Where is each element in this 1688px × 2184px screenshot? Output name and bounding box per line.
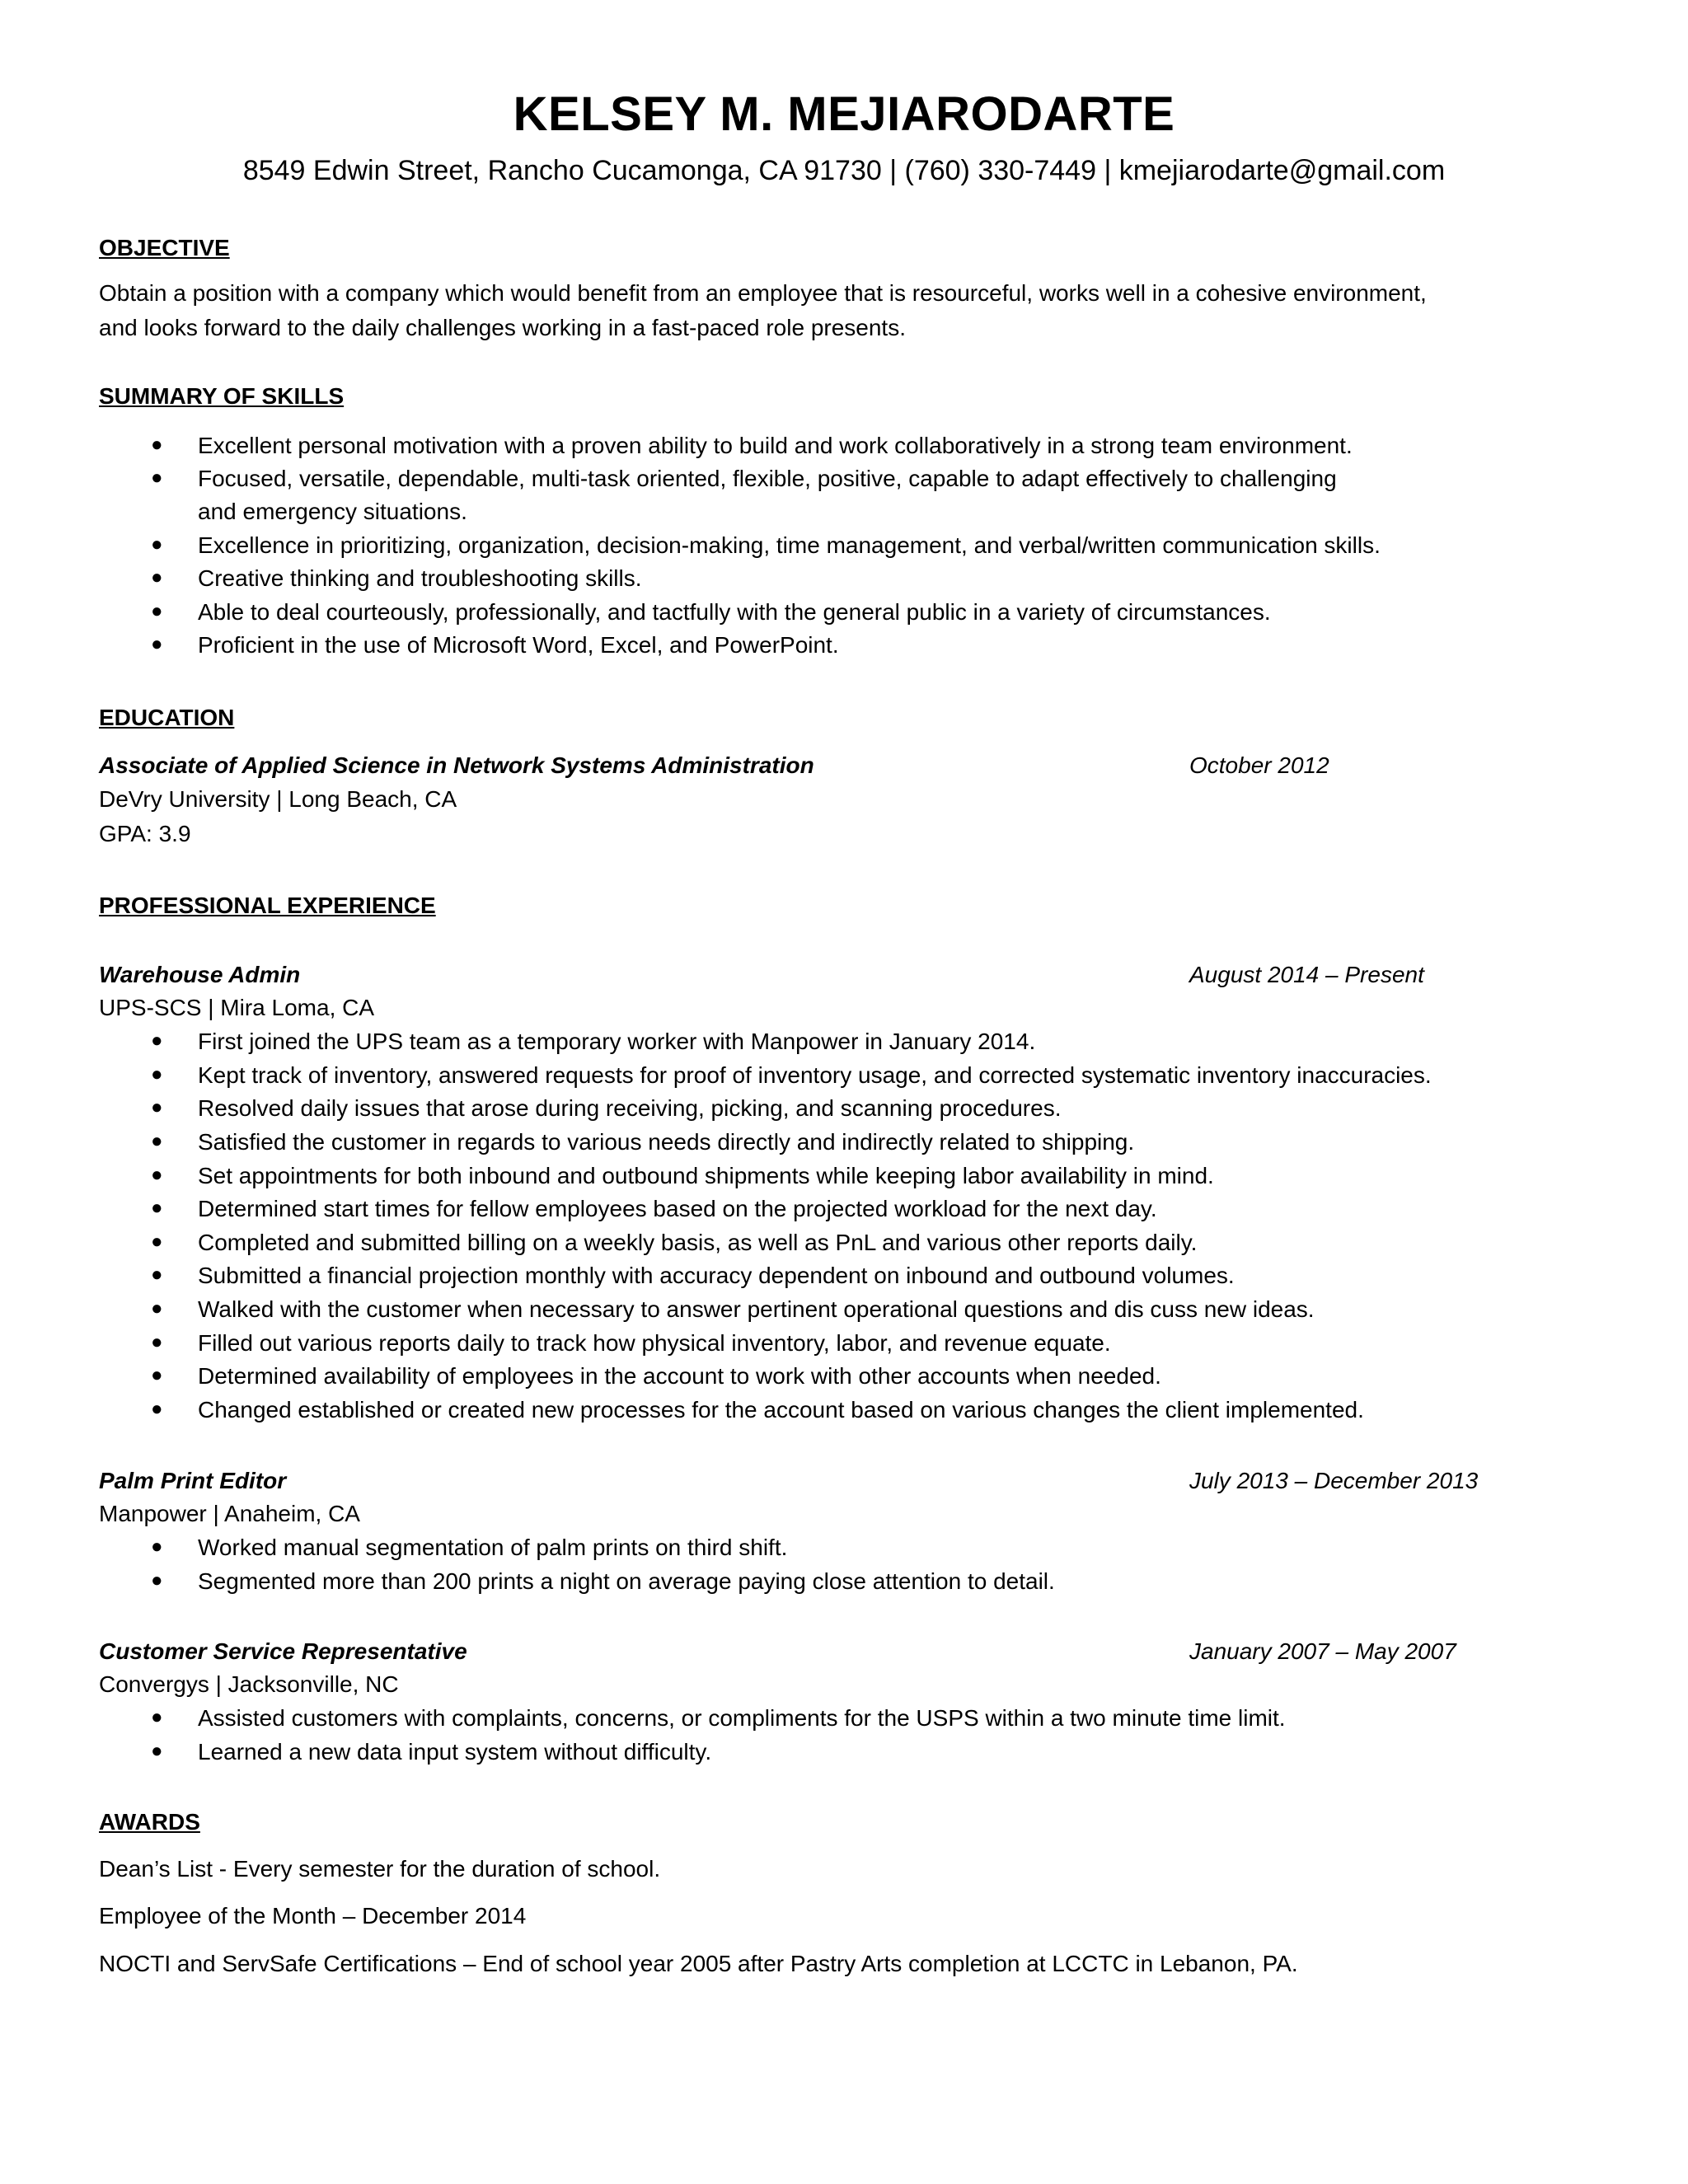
job-bullet: ● — [151, 1197, 163, 1219]
skill-item-4: Creative thinking and troubleshooting skills. — [198, 565, 642, 591]
skill-item-5: Able to deal courteously, professionally, and tactfully with the general public in a variety of circumstances. — [198, 599, 1271, 625]
degree-date: October 2012 — [1189, 752, 1329, 778]
job-item: Determined availability of employees in the account to work with other accounts when needed. — [198, 1363, 1161, 1389]
job-item: Assisted customers with complaints, concerns, or compliments for the USPS within a two minute time limit. — [198, 1705, 1286, 1731]
skills-heading: SUMMARY OF SKILLS — [99, 383, 345, 409]
skill-bullet: ● — [151, 533, 163, 555]
job-item: Walked with the customer when necessary to answer pertinent operational questions and dis cuss new ideas. — [198, 1296, 1315, 1322]
job-item: Determined start times for fellow employees based on the projected workload for the next day. — [198, 1196, 1157, 1221]
objective-line-2: and looks forward to the daily challenges working in a fast-paced role presents. — [99, 315, 906, 340]
job-item: Changed established or created new processes for the account based on various changes the client implemented. — [198, 1397, 1364, 1422]
contact-line: 8549 Edwin Street, Rancho Cucamonga, CA 91730 | (760) 330-7449 | kmejiarodarte@gmail.com — [242, 155, 1446, 186]
job-date: July 2013 – December 2013 — [1189, 1468, 1479, 1493]
skill-bullet: ● — [151, 466, 163, 489]
skill-item-2: Focused, versatile, dependable, multi-task oriented, flexible, positive, capable to adapt effectively to challenging — [198, 466, 1337, 491]
job-date: January 2007 – May 2007 — [1189, 1638, 1456, 1664]
job-item: Submitted a financial projection monthly with accuracy dependent on inbound and outbound volumes. — [198, 1263, 1235, 1288]
education-heading: EDUCATION — [99, 705, 235, 730]
job-bullet: ● — [151, 1230, 163, 1253]
gpa-line: GPA: 3.9 — [99, 821, 191, 846]
job-company: UPS-SCS | Mira Loma, CA — [99, 995, 375, 1020]
skill-bullet: ● — [151, 633, 163, 655]
job-company: Convergys | Jacksonville, NC — [99, 1671, 399, 1697]
job-title: Palm Print Editor — [99, 1468, 287, 1493]
job-item: First joined the UPS team as a temporary worker with Manpower in January 2014. — [198, 1029, 1036, 1054]
job-bullet: ● — [151, 1029, 163, 1052]
skill-item-2-cont: and emergency situations. — [198, 499, 467, 524]
resume-name: KELSEY M. MEJIARODARTE — [513, 87, 1175, 141]
job-date: August 2014 – Present — [1189, 962, 1424, 987]
job-bullet: ● — [151, 1130, 163, 1152]
skill-bullet: ● — [151, 566, 163, 588]
job-bullet: ● — [151, 1364, 163, 1386]
job-bullet: ● — [151, 1297, 163, 1319]
job-item: Completed and submitted billing on a weekly basis, as well as PnL and various other reports daily. — [198, 1230, 1198, 1255]
job-item: Worked manual segmentation of palm prints on third shift. — [198, 1535, 788, 1560]
experience-heading: PROFESSIONAL EXPERIENCE — [99, 893, 436, 918]
school-line: DeVry University | Long Beach, CA — [99, 786, 457, 812]
objective-heading: OBJECTIVE — [99, 235, 230, 260]
job-item: Filled out various reports daily to track how physical inventory, labor, and revenue equate. — [198, 1330, 1111, 1356]
award-item: NOCTI and ServSafe Certifications – End of school year 2005 after Pastry Arts completion at LCCTC in Lebanon, PA. — [99, 1951, 1298, 1976]
job-item: Segmented more than 200 prints a night on average paying close attention to detail. — [198, 1568, 1055, 1594]
objective-line-1: Obtain a position with a company which would benefit from an employee that is resourceful, works well in a cohesive environment, — [99, 280, 1427, 306]
award-item: Employee of the Month – December 2014 — [99, 1903, 527, 1929]
job-bullet: ● — [151, 1063, 163, 1085]
skill-item-6: Proficient in the use of Microsoft Word, Excel, and PowerPoint. — [198, 632, 839, 658]
skill-bullet: ● — [151, 600, 163, 622]
skill-bullet: ● — [151, 434, 163, 456]
skill-item-3: Excellence in prioritizing, organization, decision-making, time management, and verbal/written communication skills. — [198, 532, 1381, 558]
job-company: Manpower | Anaheim, CA — [99, 1501, 360, 1526]
job-item: Resolved daily issues that arose during receiving, picking, and scanning procedures. — [198, 1095, 1062, 1121]
job-bullet: ● — [151, 1535, 163, 1558]
award-item: Dean’s List - Every semester for the duration of school. — [99, 1856, 661, 1882]
job-title: Customer Service Representative — [99, 1638, 467, 1664]
job-bullet: ● — [151, 1096, 163, 1118]
job-bullet: ● — [151, 1740, 163, 1762]
job-bullet: ● — [151, 1706, 163, 1728]
awards-heading: AWARDS — [99, 1809, 200, 1835]
job-title: Warehouse Admin — [99, 962, 301, 987]
job-item: Learned a new data input system without difficulty. — [198, 1739, 712, 1765]
job-bullet: ● — [151, 1164, 163, 1186]
job-item: Kept track of inventory, answered requests for proof of inventory usage, and corrected systematic inventory inaccuracies. — [198, 1062, 1432, 1088]
skill-item-1: Excellent personal motivation with a proven ability to build and work collaboratively in a strong team environment. — [198, 433, 1353, 458]
job-item: Set appointments for both inbound and outbound shipments while keeping labor availability in mind. — [198, 1163, 1214, 1188]
job-bullet: ● — [151, 1263, 163, 1286]
degree-title: Associate of Applied Science in Network Systems Administration — [99, 752, 814, 778]
job-bullet: ● — [151, 1569, 163, 1591]
job-bullet: ● — [151, 1398, 163, 1420]
job-item: Satisfied the customer in regards to various needs directly and indirectly related to shipping. — [198, 1129, 1135, 1155]
job-bullet: ● — [151, 1331, 163, 1353]
